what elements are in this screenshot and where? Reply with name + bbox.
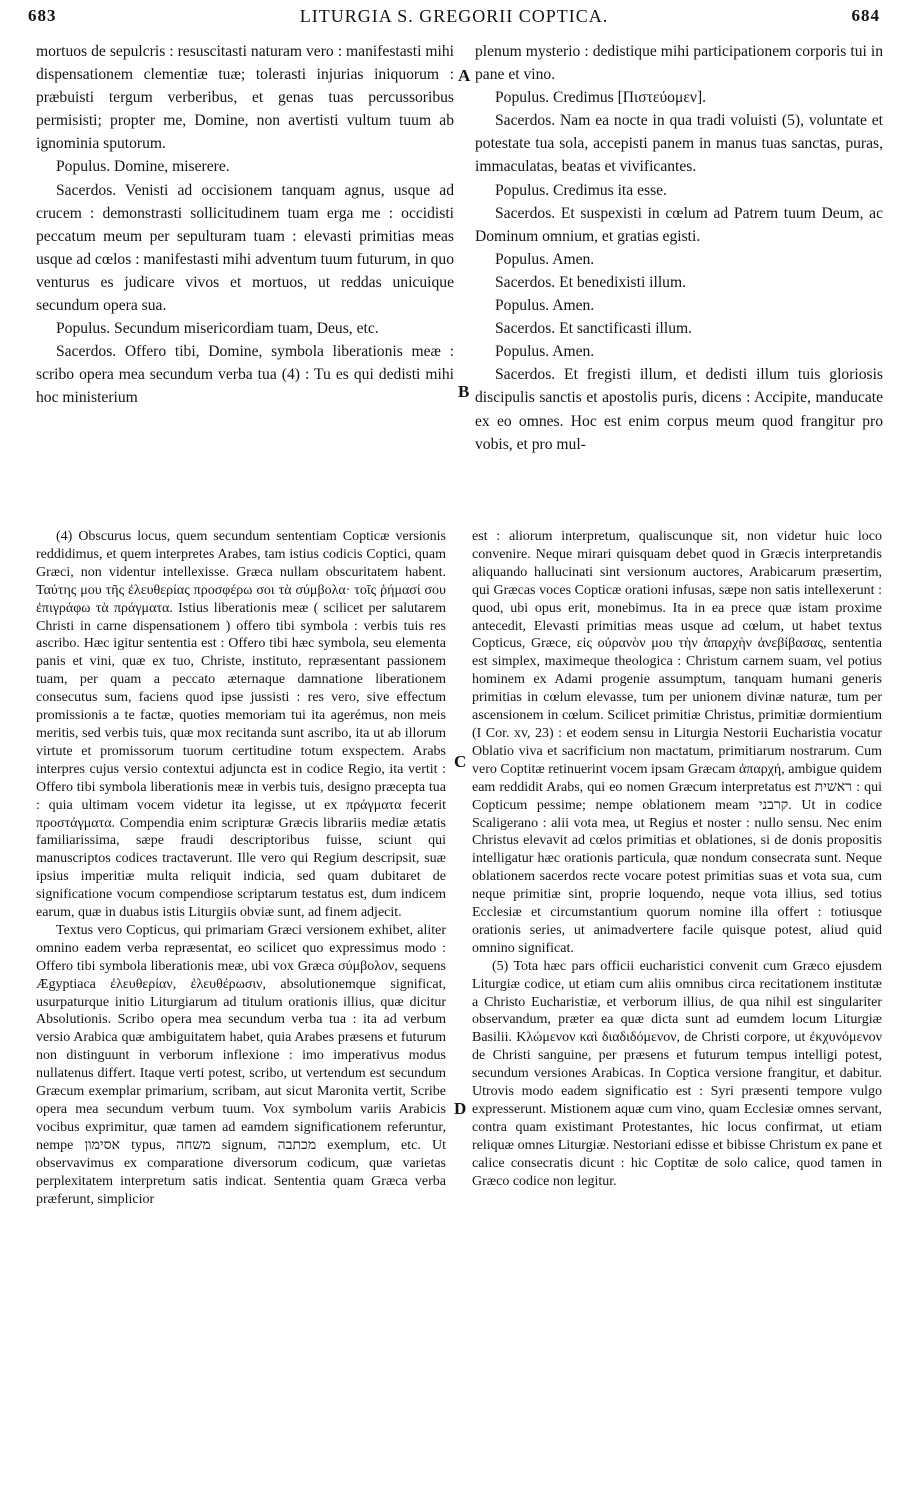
main-paragraph: Populus. Amen. [495, 250, 595, 268]
main-paragraph: Sacerdos. Et sanctificasti illum. [495, 320, 693, 338]
main-paragraph: mortuos de sepulcris : resuscitasti naturam vero : manifestasti mihi dispensationem clementiæ tuæ; tolerasti injurias iniquorum : præbuisti tergum verberibus, et genas tuas percussoribus permisisti; propter me, Domine, non avertisti vultum tuum ab ignominia sputorum. [36, 43, 454, 153]
main-paragraph: Sacerdos. Et fregisti illum, et dedisti illum tuis gloriosis discipulis sanctis et apostolis puris, dicens : Accipite, manducate ex eo omnes. Hoc est enim corpus meum quod frangitur pro vobis, et pro mul- [475, 366, 883, 453]
main-paragraph: Populus. Domine, miserere. [56, 158, 230, 176]
main-paragraph: plenum mysterio : dedistique mihi participationem corporis tui in pane et vino. [475, 43, 883, 84]
main-paragraph: Populus. Credimus ita esse. [495, 181, 667, 199]
main-paragraph: Sacerdos. Et suspexisti in cœlum ad Patrem tuum Deum, ac Dominum omnium, et gratias egisti. [475, 204, 883, 245]
footnote-paragraph: (5) Tota hæc pars officii eucharistici convenit cum Græco ejusdem Liturgiæ codice, ut etiam cum aliis omnibus circa recitationem institutæ a Christo Eucharistiæ, et verborum illius, de qua nihil est singulariter observandum, præter ea quæ dicta sunt ad eumdem locum Liturgiæ Basilii. Κλώμενον καὶ διαδιδόμενον, de Christi corpore, ut ἐκχυνόμενον de Christi sanguine, per præsens et futurum tempus intelligi potest, secundum versiones Arabicas. In Coptica versione frangitur, et dabitur. Utrovis modo eadem significatio est : Syri præsenti tempore vulgo expresserunt. Mistionem aquæ cum vino, quam Ecclesiæ omnes servant, contra quam existimant Protestantes, hic locus confirmat, ut etiam reliquæ omnes Liturgiæ. Nestoriani edisse et bibisse Christum ex pane et calice consecratis dicunt : hic Coptitæ de solo calice, quod tamen in Græco codice non legitur. [472, 958, 882, 1189]
margin-letter-b: B [458, 382, 470, 401]
margin-letter-d: D [454, 1099, 467, 1118]
main-paragraph: Populus. Credimus [Πιστεύομεν]. [495, 89, 707, 107]
main-paragraph: Sacerdos. Venisti ad occisionem tanquam agnus, usque ad crucem : demonstrasti sollicitudinem tuam erga me : occidisti peccatum meum per sepulturam tuam : elevasti primitias meas usque ad cœlos : manifestasti mihi adventum tuum futurum, in quo venturus es judicare vivos et mortuos, ut reddas unicuique secundum opera sua. [36, 181, 454, 315]
main-paragraph: Populus. Amen. [495, 343, 595, 361]
main-text-left-column [36, 40, 454, 520]
main-text-right-column [475, 40, 883, 520]
footnotes-left-column [36, 528, 446, 1490]
running-title: LITURGIA S. GREGORII COPTICA. [299, 6, 609, 26]
main-paragraph: Populus. Secundum misericordiam tuam, Deus, etc. [56, 320, 379, 338]
page-number-right: 684 [851, 6, 880, 25]
margin-letter-c: C [454, 752, 467, 771]
main-paragraph: Populus. Amen. [495, 297, 595, 315]
footnotes-right-column [472, 528, 882, 1490]
page-number-left: 683 [28, 6, 57, 25]
footnote-paragraph: (4) Obscurus locus, quem secundum sententiam Copticæ versionis reddidimus, et quem interpretes Arabes, tam istius codicis Coptici, quam Græci, non videntur intellexisse. Græca nullam obscuritatem habent. Ταύτης μου τῆς ἐλευθερίας προσφέρω σοι τὰ σύμβολα· τοῖς ῥήμασί σου ἐπιγράφω τὰ πράγματα. Istius liberationis meæ ( scilicet per salutarem Christi in carne dispensationem ) offero tibi symbola : verbis tuis res ascribo. Hæc igitur sententia est : Offero tibi hæc symbola, seu elementa panis et vini, quæ ex tuo, Christe, instituto, repræsentant passionem tuam, per quam a peccato æternaque damnatione liberationem consecutus sum, faciens quod ipse jussisti : res vero, sive effectum promissionis a te factæ, quoties memoriam tui ita agerémus, non meis meritis, sed verbis tuis, quæ mox recitanda sunt ascribo, ita ut ab illorum virtute et promissorum tuorum certitudine totum exspectem. Arabs interpres cujus versio contextui adjuncta est in codice Regio, ita vertit : Offero tibi symbola liberationis meæ in verbis tuis, designo præcepta tua : quia ultimam vocem videtur ita legisse, ut ex πράγματα fecerit προστάγματα. Compendia enim scripturæ Græcis librariis mediæ ætatis familiarissima, sæpe fraudi descriptoribus fuisse, sciunt qui manuscriptos codices tractaverunt. Ille vero qui Regium descripsit, suæ ipsius imperitiæ multa reliquit indicia, sed quam dubitaret de significatione vocum compendiose scriptarum testatus est, dum indicem earum, quæ in duabus istis Liturgiis obviæ sunt, ad finem adjecit. [36, 529, 446, 921]
footnote-paragraph: est : aliorum interpretum, qualiscunque sit, non videtur huic loco convenire. Neque mirari quisquam debet quod in Græcis interpretandis aliquando hallucinati sint versionum auctores, Arabicarum præsertim, qui Græcas voces Copticæ orationi infusas, sæpe non satis intellexerunt : quod, ubi opus erit, monebimus. Ita in ea prece quæ istam proxime antecedit, Elevasti primitias meas usque ad cœlum, ut habet textus Copticus, Græce, εἰς οὐρανὸν μου τὴν ἀπαρχὴν ἀνεβίβασας, sententia est simplex, maximeque theologica : Christum carnem suam, vel potius hominem ex Adami progenie assumptum, tanquam humani generis primitias in cœlum elevasse, tum per unionem divinæ naturæ, tum per ascensionem in cœlum. Scilicet primitiæ Christus, primitiæ dormientium (I Cor. xv, 23) : et eodem sensu in Liturgia Nestorii Eucharistia vocatur Oblatio viva et sacrificium non mactatum, primitiarum nostrarum. Cum vero Coptitæ retinuerint vocem ipsam Græcam ἀπαρχή, ambigue quidem eam reddidit Arabs, qui eo nomen Græcum interpretatus est ראשית : qui Copticum pessime; nempe oblationem meam קרבני. Ut in codice Scaligerano : alii vota mea, ut Regius et noster : nullo sensu. Nec enim Christus elevavit ad cœlos primitias et oblationes, si de donis propositis intelligatur hæc orationis particula, quæ nondum consecrata sunt. Neque oblationem sacerdos recte vocare potest primitias suas et vota sua, cum neque primitiæ sint, proprie loquendo, neque vota illius, sed totius Ecclesiæ et circumstantium quorum nomine illa offert : totiusque orationis series, ut animadvertere facile quisque potest, aliud quid omnino significat. [472, 529, 882, 956]
main-paragraph: Sacerdos. Et benedixisti illum. [495, 273, 686, 291]
main-paragraph: Sacerdos. Offero tibi, Domine, symbola liberationis meæ : scribo opera mea secundum verba tua (4) : Tu es qui dedisti mihi hoc ministerium [36, 343, 454, 407]
footnote-paragraph: Textus vero Copticus, qui primariam Græci versionem exhibet, aliter omnino eadem verba repræsentat, eo scilicet quo expressimus modo : Offero tibi symbola liberationis meæ, ubi vox Græca σύμβολον, sequens Ægyptiaca ἐλευθερίαν, ἐλευθέρωσιν, absolutionemque significat, usurpaturque initio Liturgiarum ad titulum orationis illius, quæ dicitur Absolutionis. Scribo opera mea secundum verba tua : ita ad verbum versio Arabica quæ ambiguitatem habet, quia Arabes præsens et futurum non distinguunt in verborum inflexione : imo imperativus modus nullatenus differt. Itaque verti potest, scribo, ut vertendum est secundum Græcum exemplar primarium, scribam, aut sicut Maronita vertit, Scribe opera mea secundum verbum tuum. Vox symbolum variis Arabicis vocibus exprimitur, quæ tamen ad eamdem significationem referuntur, nempe אסימון typus, משחה signum, מכתבה exemplum, etc. Ut observavimus ex comparatione diversorum codicum, quæ varietas perplexitatem interpretum satis indicat. Sententia quam Græca verba præferunt, simplicior [36, 922, 446, 1207]
main-paragraph: Sacerdos. Nam ea nocte in qua tradi voluisti (5), voluntate et potestate tua sola, accepisti panem in manus tuas sanctas, puras, immaculatas, beatas et vivificantes. [475, 112, 883, 176]
margin-letter-a: A [458, 66, 471, 85]
running-header [28, 6, 880, 32]
